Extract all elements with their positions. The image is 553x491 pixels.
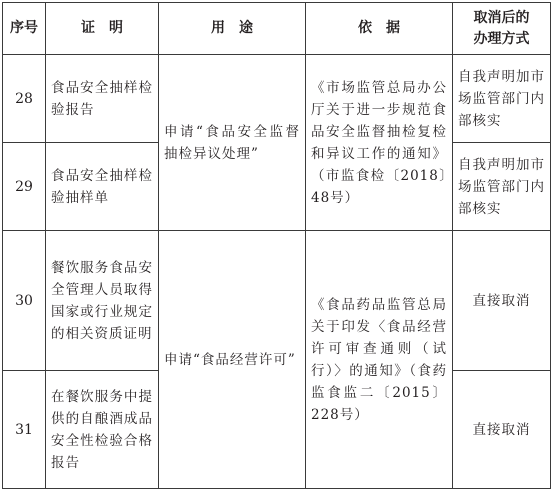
row-seq: 31	[3, 371, 46, 489]
row-seq: 30	[3, 231, 46, 371]
group-basis: 《食品药品监管总局关于印发〈食品经营许可审查通则（试行）〉的通知》（食药监食监二〔2015〕228号）	[306, 231, 453, 489]
header-method-line2: 办理方式	[473, 30, 530, 47]
row-seq: 29	[3, 143, 46, 231]
row-method: 直接取消	[453, 371, 551, 489]
group-use: 申请“食品经营许可”	[159, 231, 306, 489]
header-method	[453, 3, 551, 55]
row-cert: 食品安全抽样检验报告	[46, 55, 159, 143]
row-method: 自我声明加市场监管部门内部核实	[453, 55, 551, 143]
row-cert: 餐饮服务食品安全管理人员取得国家或行业规定的相关资质证明	[46, 231, 159, 371]
table-row	[3, 231, 551, 371]
group-use: 申请“食品安全监督抽检异议处理”	[159, 55, 306, 231]
header-cert: 证 明	[46, 3, 159, 55]
header-row	[3, 3, 551, 55]
header-basis: 依 据	[306, 3, 453, 55]
header-use: 用 途	[159, 3, 306, 55]
group-basis: 《市场监管总局办公厅关于进一步规范食品安全监督抽检复检和异议工作的通知》（市监食检〔2018〕48号）	[306, 55, 453, 231]
header-seq: 序号	[3, 3, 46, 55]
table-row	[3, 55, 551, 143]
row-cert: 在餐饮服务中提供的自酿酒成品安全性检验合格报告	[46, 371, 159, 489]
certificate-table	[2, 2, 551, 489]
header-method-line1: 取消后的	[473, 9, 530, 26]
row-cert: 食品安全抽样检验抽样单	[46, 143, 159, 231]
row-method: 自我声明加市场监管部门内部核实	[453, 143, 551, 231]
row-method: 直接取消	[453, 231, 551, 371]
row-seq: 28	[3, 55, 46, 143]
